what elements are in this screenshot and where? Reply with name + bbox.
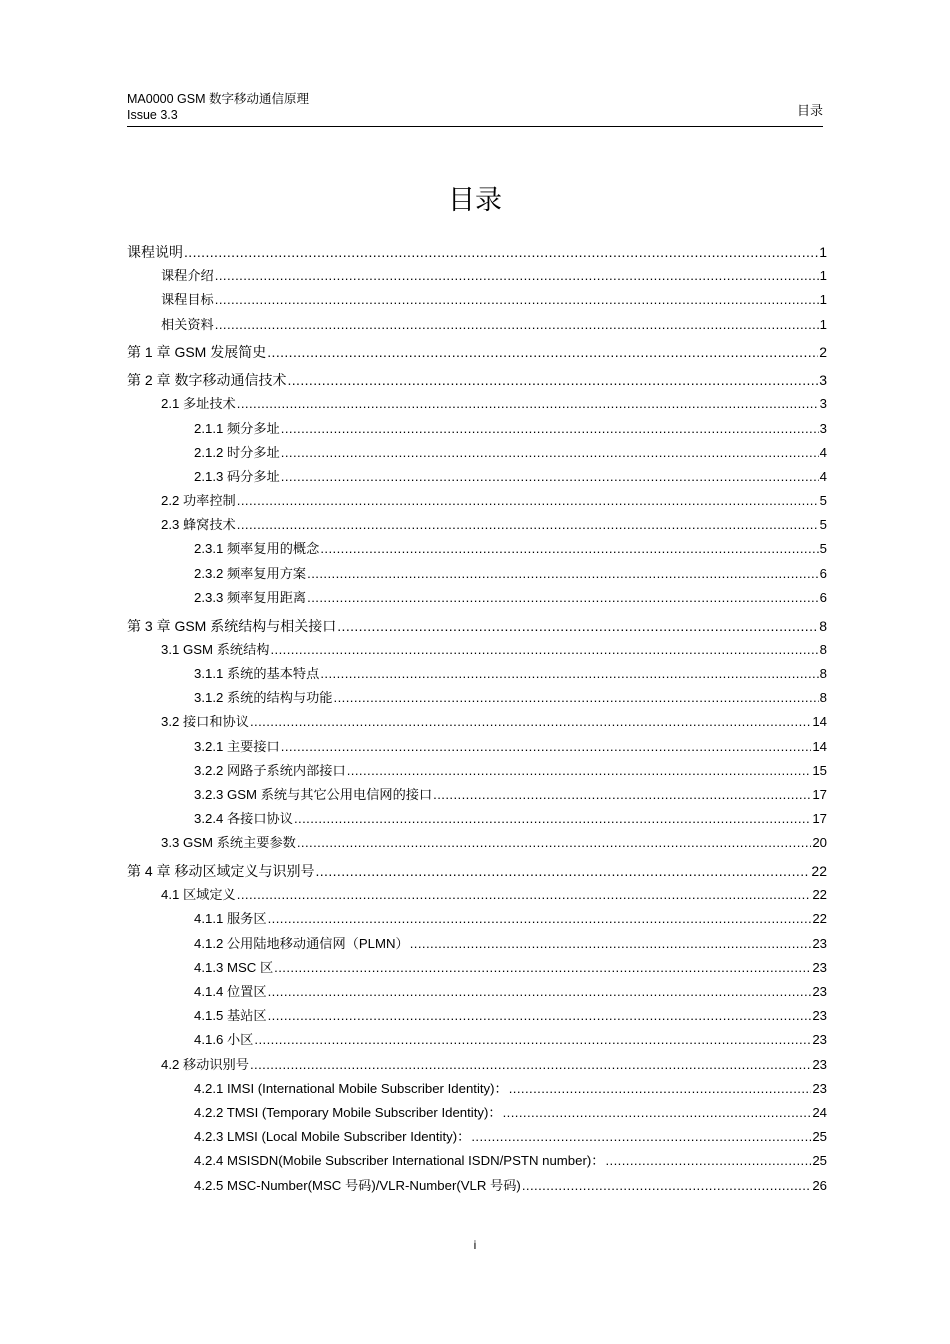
toc-entry-page: 4 bbox=[819, 444, 827, 460]
toc-dot-leader bbox=[215, 313, 819, 337]
toc-entry-page: 23 bbox=[812, 935, 827, 951]
toc-entry-title: 2.3 蜂窝技术 bbox=[161, 517, 236, 533]
toc-entry-page: 22 bbox=[812, 887, 827, 903]
toc-dot-leader bbox=[315, 859, 810, 883]
toc-entry[interactable] bbox=[127, 735, 827, 759]
toc-dot-leader bbox=[320, 662, 818, 686]
toc-entry-page: 5 bbox=[819, 517, 827, 533]
toc-entry-page: 23 bbox=[812, 1008, 827, 1024]
toc-entry[interactable] bbox=[127, 638, 827, 662]
toc-entry-title: 4.1.3 MSC 区 bbox=[194, 959, 274, 975]
toc-entry-page: 5 bbox=[819, 493, 827, 509]
toc-entry[interactable] bbox=[127, 368, 827, 392]
toc-entry-title: 2.3.3 频率复用距离 bbox=[194, 589, 307, 605]
toc-entry-title: 3.2.2 网路子系统内部接口 bbox=[194, 762, 346, 778]
toc-entry-title: 第 2 章 数字移动通信技术 bbox=[127, 372, 287, 389]
toc-dot-leader bbox=[297, 831, 812, 855]
toc-entry-page: 1 bbox=[819, 268, 827, 284]
toc-dot-leader bbox=[337, 614, 818, 638]
toc-entry-title: 4.1.6 小区 bbox=[194, 1032, 254, 1048]
toc-entry[interactable] bbox=[127, 907, 827, 931]
toc-entry-page: 24 bbox=[812, 1104, 827, 1120]
toc-dot-leader bbox=[184, 240, 818, 264]
toc-dot-leader bbox=[281, 417, 819, 441]
toc-entry-page: 23 bbox=[812, 1032, 827, 1048]
toc-entry-page: 25 bbox=[812, 1153, 827, 1169]
toc-entry[interactable] bbox=[127, 1053, 827, 1077]
page-number: i bbox=[473, 1238, 477, 1252]
toc-dot-leader bbox=[237, 513, 819, 537]
toc-dot-leader bbox=[347, 759, 812, 783]
toc-entry-title: 2.2 功率控制 bbox=[161, 493, 236, 509]
toc-entry-title: 2.1.2 时分多址 bbox=[194, 444, 280, 460]
toc-entry-page: 8 bbox=[819, 665, 827, 681]
table-of-contents bbox=[127, 240, 827, 1198]
toc-entry-page: 22 bbox=[812, 911, 827, 927]
toc-entry-page: 22 bbox=[811, 863, 827, 880]
toc-dot-leader bbox=[281, 735, 812, 759]
toc-entry[interactable] bbox=[127, 956, 827, 980]
toc-entry-page: 23 bbox=[812, 1056, 827, 1072]
header-issue: Issue 3.3 bbox=[127, 108, 178, 122]
toc-entry-title: 3.2.1 主要接口 bbox=[194, 738, 280, 754]
toc-dot-leader bbox=[250, 1053, 811, 1077]
toc-entry[interactable] bbox=[127, 1077, 827, 1101]
toc-dot-leader bbox=[215, 264, 819, 288]
toc-entry[interactable] bbox=[127, 1174, 827, 1198]
toc-dot-leader bbox=[522, 1174, 812, 1198]
toc-entry-title: 4.2.5 MSC-Number(MSC 号码)/VLR-Number(VLR 号码) bbox=[194, 1177, 521, 1193]
toc-entry-page: 17 bbox=[812, 811, 827, 827]
toc-entry[interactable] bbox=[127, 240, 827, 264]
toc-entry[interactable] bbox=[127, 340, 827, 364]
toc-entry-page: 3 bbox=[819, 420, 827, 436]
toc-entry[interactable] bbox=[127, 313, 827, 337]
toc-dot-leader bbox=[254, 1028, 811, 1052]
toc-entry[interactable] bbox=[127, 883, 827, 907]
toc-entry-title: 2.1.1 频分多址 bbox=[194, 420, 280, 436]
toc-dot-leader bbox=[281, 465, 819, 489]
toc-entry-page: 1 bbox=[819, 316, 827, 332]
toc-entry-title: 2.3.2 频率复用方案 bbox=[194, 565, 307, 581]
toc-entry-page: 3 bbox=[819, 396, 827, 412]
toc-entry[interactable] bbox=[127, 264, 827, 288]
toc-entry-title: 2.1 多址技术 bbox=[161, 396, 236, 412]
toc-entry-page: 23 bbox=[812, 984, 827, 999]
toc-entry[interactable] bbox=[127, 1125, 827, 1149]
toc-dot-leader bbox=[334, 686, 819, 710]
toc-entry[interactable] bbox=[127, 859, 827, 883]
toc-entry-title: 3.2.4 各接口协议 bbox=[194, 811, 293, 827]
toc-entry-page: 6 bbox=[819, 565, 827, 581]
toc-entry-title: 课程介绍 bbox=[161, 268, 214, 284]
toc-entry-title: 4.1.2 公用陆地移动通信网（PLMN） bbox=[194, 935, 409, 951]
header-section: 目录 bbox=[796, 103, 823, 118]
toc-entry[interactable] bbox=[127, 586, 827, 610]
toc-entry[interactable] bbox=[127, 465, 827, 489]
toc-entry-page: 15 bbox=[812, 762, 827, 778]
toc-entry-page: 4 bbox=[819, 468, 827, 484]
toc-dot-leader bbox=[237, 489, 819, 513]
toc-entry-page: 1 bbox=[819, 292, 827, 308]
toc-entry-title: 第 4 章 移动区域定义与识别号 bbox=[127, 863, 315, 880]
toc-entry-page: 5 bbox=[819, 541, 827, 557]
toc-entry-title: 4.1.5 基站区 bbox=[194, 1008, 267, 1024]
toc-entry-title: 3.2 接口和协议 bbox=[161, 714, 249, 730]
toc-entry[interactable] bbox=[127, 1101, 827, 1125]
toc-entry-page: 8 bbox=[819, 690, 827, 706]
toc-entry-title: 相关资料 bbox=[161, 316, 214, 332]
toc-entry[interactable] bbox=[127, 710, 827, 734]
toc-entry-page: 23 bbox=[812, 1080, 827, 1096]
toc-entry-title: 3.3 GSM 系统主要参数 bbox=[161, 835, 296, 851]
toc-entry-title: 第 1 章 GSM 发展简史 bbox=[127, 344, 267, 361]
toc-entry[interactable] bbox=[127, 441, 827, 465]
toc-entry[interactable] bbox=[127, 783, 827, 807]
toc-dot-leader bbox=[605, 1149, 811, 1173]
toc-dot-leader bbox=[267, 340, 818, 364]
toc-entry-page: 6 bbox=[819, 589, 827, 605]
toc-dot-leader bbox=[250, 710, 811, 734]
toc-entry[interactable] bbox=[127, 807, 827, 831]
toc-dot-leader bbox=[237, 883, 812, 907]
toc-entry[interactable] bbox=[127, 417, 827, 441]
toc-entry-title: 3.1.2 系统的结构与功能 bbox=[194, 690, 333, 706]
toc-dot-leader bbox=[410, 932, 812, 956]
toc-dot-leader bbox=[268, 980, 812, 1004]
toc-entry-page: 8 bbox=[819, 641, 827, 657]
page-header bbox=[127, 90, 823, 127]
toc-entry-page: 25 bbox=[812, 1129, 827, 1145]
toc-dot-leader bbox=[281, 441, 819, 465]
toc-dot-leader bbox=[268, 907, 812, 931]
toc-entry[interactable] bbox=[127, 1149, 827, 1173]
toc-entry-title: 3.2.3 GSM 系统与其它公用电信网的接口 bbox=[194, 786, 433, 802]
toc-entry-title: 4.1.4 位置区 bbox=[194, 984, 267, 999]
toc-entry[interactable] bbox=[127, 392, 827, 416]
toc-dot-leader bbox=[307, 562, 819, 586]
toc-entry[interactable] bbox=[127, 537, 827, 561]
toc-dot-leader bbox=[215, 288, 819, 312]
toc-entry-page: 3 bbox=[819, 372, 827, 389]
toc-entry-page: 14 bbox=[812, 738, 827, 754]
toc-entry[interactable] bbox=[127, 932, 827, 956]
toc-entry[interactable] bbox=[127, 759, 827, 783]
toc-entry[interactable] bbox=[127, 513, 827, 537]
page-title: 目录 bbox=[448, 185, 502, 216]
toc-entry[interactable] bbox=[127, 980, 827, 1004]
toc-entry-title: 4.1 区域定义 bbox=[161, 887, 236, 903]
toc-entry-title: 2.3.1 频率复用的概念 bbox=[194, 541, 320, 557]
toc-dot-leader bbox=[268, 1004, 812, 1028]
toc-entry-page: 2 bbox=[819, 344, 827, 361]
toc-entry-title: 3.1 GSM 系统结构 bbox=[161, 641, 270, 657]
toc-entry-page: 1 bbox=[819, 244, 827, 260]
toc-entry-title: 4.2 移动识别号 bbox=[161, 1056, 249, 1072]
toc-entry[interactable] bbox=[127, 562, 827, 586]
toc-entry-title: 4.1.1 服务区 bbox=[194, 911, 267, 927]
toc-entry-title: 第 3 章 GSM 系统结构与相关接口 bbox=[127, 617, 337, 634]
header-doc-title: MA0000 GSM 数字移动通信原理 bbox=[127, 92, 309, 106]
toc-entry-page: 20 bbox=[812, 835, 827, 851]
toc-dot-leader bbox=[287, 368, 818, 392]
toc-entry-title: 4.2.1 IMSI (International Mobile Subscriber Identity)： bbox=[194, 1080, 508, 1096]
toc-entry-title: 3.1.1 系统的基本特点 bbox=[194, 665, 320, 681]
toc-entry[interactable] bbox=[127, 614, 827, 638]
toc-entry-title: 4.2.3 LMSI (Local Mobile Subscriber Identity)： bbox=[194, 1129, 471, 1145]
toc-entry[interactable] bbox=[127, 686, 827, 710]
toc-entry-title: 4.2.2 TMSI (Temporary Mobile Subscriber Identity)： bbox=[194, 1104, 502, 1120]
toc-entry-page: 14 bbox=[812, 714, 827, 730]
toc-dot-leader bbox=[270, 638, 818, 662]
toc-entry-page: 17 bbox=[812, 786, 827, 802]
toc-dot-leader bbox=[307, 586, 819, 610]
toc-entry-title: 4.2.4 MSISDN(Mobile Subscriber International ISDN/PSTN number)： bbox=[194, 1153, 605, 1169]
toc-dot-leader bbox=[237, 392, 819, 416]
toc-dot-leader bbox=[503, 1101, 812, 1125]
toc-entry[interactable] bbox=[127, 1004, 827, 1028]
toc-dot-leader bbox=[274, 956, 811, 980]
toc-dot-leader bbox=[509, 1077, 812, 1101]
toc-entry[interactable] bbox=[127, 1028, 827, 1052]
toc-entry[interactable] bbox=[127, 489, 827, 513]
toc-entry-page: 23 bbox=[812, 959, 827, 975]
toc-entry[interactable] bbox=[127, 288, 827, 312]
toc-dot-leader bbox=[294, 807, 811, 831]
toc-entry-title: 课程说明 bbox=[127, 244, 183, 260]
toc-dot-leader bbox=[433, 783, 811, 807]
toc-entry-title: 课程目标 bbox=[161, 292, 214, 308]
toc-entry-title: 2.1.3 码分多址 bbox=[194, 468, 280, 484]
toc-entry-page: 26 bbox=[812, 1177, 827, 1193]
toc-entry[interactable] bbox=[127, 831, 827, 855]
toc-entry-page: 8 bbox=[819, 617, 827, 634]
toc-dot-leader bbox=[471, 1125, 811, 1149]
toc-entry[interactable] bbox=[127, 662, 827, 686]
toc-dot-leader bbox=[320, 537, 818, 561]
